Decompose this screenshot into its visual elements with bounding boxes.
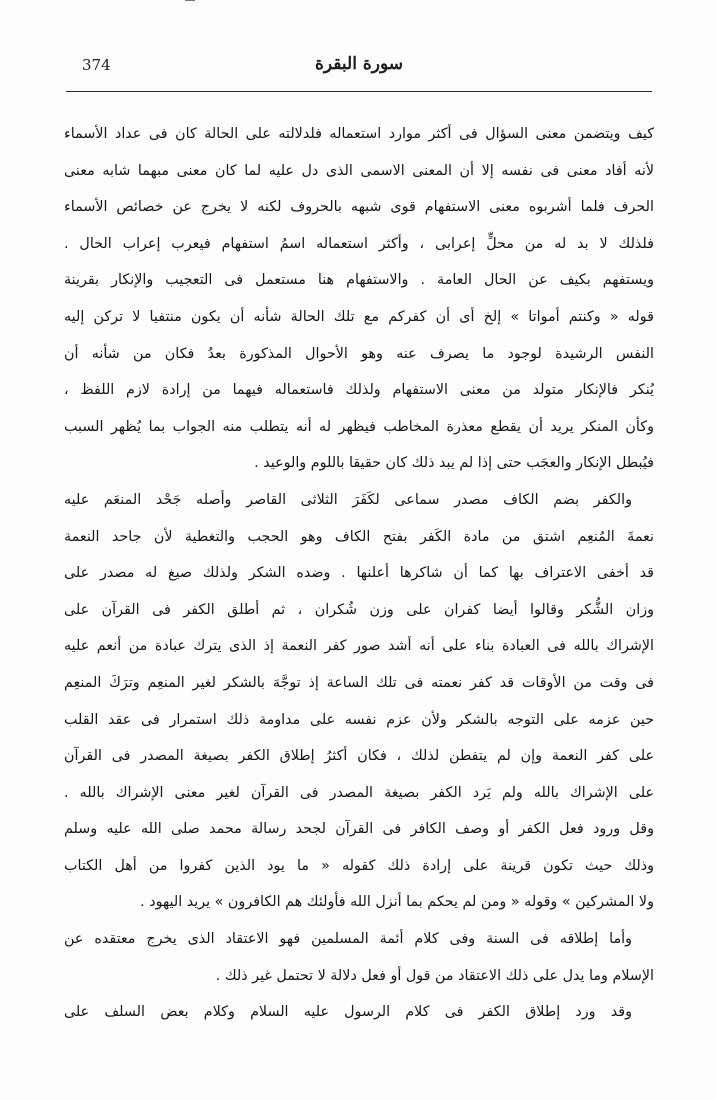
text-line: نعمةَ المُنعِم اشتق من مادة الكَفر بفتح الكاف وهو الحجب والتغطية لأن جاحد النعمة [64, 528, 654, 545]
text-line: وذلك حيث تكون قرينة على إرادة ذلك كقوله « ما يود الذين كفروا من أهل الكتاب [64, 857, 654, 874]
text-line: قد أخفى الاعتراف بها كما أن شاكرها أعلنها . وضده الشكر ولذلك صيغ له مصدر على [64, 565, 654, 582]
header-rule [66, 91, 652, 92]
text-line: فلذلك لا بد له من محلٍّ إعرابى ، وأكثر استعماله اسمُ استفهام فيعرب إعراب الحال . [64, 235, 654, 252]
text-line: الإشراك بالله فى العبادة بناء على أنه أشد صور كفر النعمة إذ الذى يترك عبادة من أنعم عليه [64, 638, 654, 655]
text-line: قوله « وكنتم أمواتا » إلخ أى أن كفركم مع تلك الحالة شأنه أن يكون منتفيا لا تركن إليه [64, 308, 654, 325]
text-line: ولا المشركين » وقوله « ومن لم يحكم بما أنزل الله فأولئك هم الكافرون » يريد اليهود . [140, 894, 654, 911]
text-line: الإسلام وما يدل على ذلك الاعتقاد من قول أو فعل دلالة لا تحتمل غير ذلك . [215, 967, 654, 984]
body-text [64, 116, 654, 1031]
text-line: ويستفهم بكيف عن الحال العامة . والاستفهام هنا مستعمل فى التعجيب والإنكار بقرينة [64, 272, 654, 289]
running-title: سورة البقرة [315, 54, 403, 74]
text-line: وأما إطلاقه فى السنة وفى كلام أئمة المسلمين فهو الاعتقاد الذى يخرج معتقده عن [64, 931, 632, 948]
text-line: الحرف فلما أشربوه معنى الاستفهام قوى شبهه بالحروف لكنه لا يخرج عن خصائص الأسماء [64, 199, 654, 216]
text-line: فيُبطل الإنكار والعجَب حتى إذا لم يبد ذلك كان حقيقا باللوم والوعيد . [254, 455, 654, 472]
text-line: وقل ورود فعل الكفر أو وصف الكافر فى القرآن لجحد رسالة محمد صلى الله عليه وسلم [64, 821, 654, 838]
text-line: والكفر بضم الكاف مصدر سماعى لكَفَرَ الثلاثى القاصر وأصله جَحْد المنعَم عليه [64, 491, 632, 508]
text-line: على الإشراك بالله ولم يَرد الكفر بصيغة المصدر فى القرآن لغير معنى الإشراك بالله . [64, 784, 654, 801]
text-line: وقد ورد إطلاق الكفر فى كلام الرسول عليه السلام وكلام بعض السلف على [64, 1004, 632, 1021]
text-line: كيف ويتضمن معنى السؤال فى أكثر موارد استعماله فلدلالته على الحالة كان فى عداد الأسماء [64, 126, 654, 142]
text-line: النفس الرشيدة لوجود ما يصرف عنه وهو الأحوال المذكورة بعدُ فكان من شأنه أن [64, 345, 654, 362]
page-number: 374 [82, 56, 111, 74]
text-line: وزان الشُّكر وقالوا أيضا كفران على وزن شُكران ، ثم أطلق الكفر فى القرآن على [64, 601, 654, 618]
text-line: لأنه أفاد معنى فى نفسه إلا أن المعنى الاسمى الذى دل عليه لما كان معنى مبهما شابه معنى [64, 162, 654, 179]
text-line: على كفر النعمة وإن لم يتفطن لذلك ، فكان أكثرُ إطلاق الكفر بصيغة المصدر فى القرآن [64, 748, 654, 765]
text-line: فى وقت من الأوقات قد كفر نعمته فى تلك الساعة إذ توجَّهَ بالشكر لغير المنعِم وترَكَ المنعِم [64, 674, 654, 691]
scan-mark [185, 0, 195, 4]
text-line: حين عزمه على التوجه بالشكر ولأن عزم نفسه على مداومة ذلك استمرار فى عقد القلب [64, 711, 654, 728]
text-line: وكأن المنكر يريد أن يقطع معذرة المخاطب فيظهر له أنه يتطلب منه الجواب بما يُظهر السبب [64, 418, 654, 435]
page-header [66, 48, 652, 92]
text-line: يُنكر فالإنكار متولد من معنى الاستفهام ولذلك فاستعماله فيهما من إرادة لازم اللفظ ، [64, 382, 654, 399]
